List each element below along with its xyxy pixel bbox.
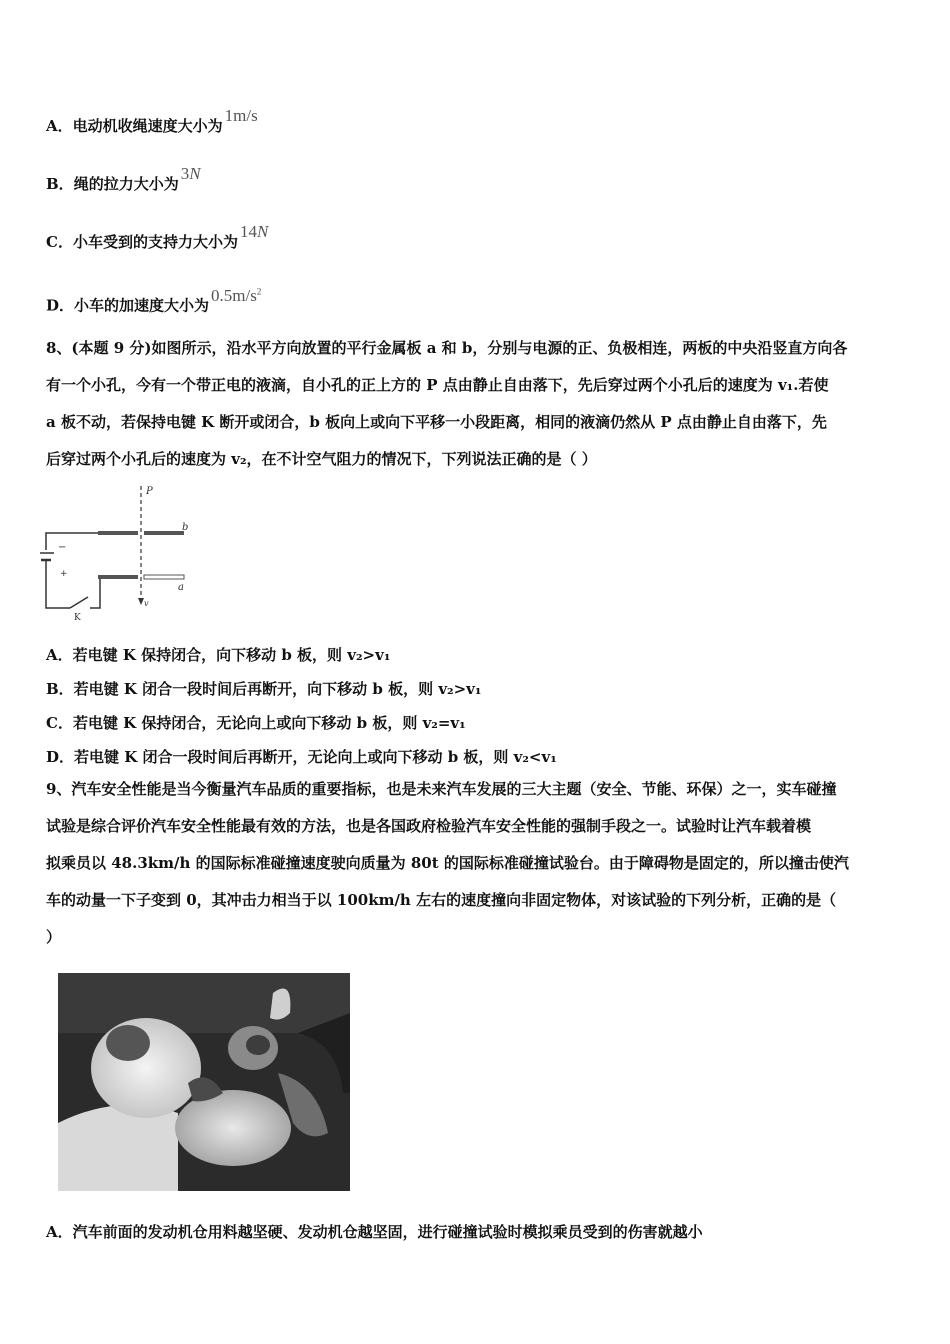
label-v: v xyxy=(144,599,149,608)
q9-line-2: 试验是综合评价汽车安全性能最有效的方法，也是各国政府检验汽车安全性能的强制手段之一。试验时让汽车载着模 xyxy=(46,817,812,835)
label-b: b xyxy=(182,522,189,533)
q8-question xyxy=(46,330,910,478)
label-plus: + xyxy=(60,569,68,579)
label-p: P xyxy=(146,486,153,497)
q7-option-c: C．小车受到的支持力大小为14N xyxy=(46,222,269,251)
label-minus: − xyxy=(58,542,67,553)
formula-d: $0.5m/s^2$ xyxy=(211,285,262,305)
q9-line-3: 拟乘员以 48.3km/h 的国际标准碰撞速度驶向质量为 80t 的国际标准碰撞试验台。由于障碍物是固定的，所以撞击使汽 xyxy=(46,854,849,872)
q7-option-b: B．绳的拉力大小为3N xyxy=(46,164,201,193)
q7-option-d: D．小车的加速度大小为$0.5m/s^2$ xyxy=(46,285,262,315)
q9-option-a: A．汽车前面的发动机仓用料越坚硬、发动机仓越坚固，进行碰撞试验时模拟乘员受到的伤害就越小 xyxy=(46,1223,703,1241)
label-k: K xyxy=(74,613,81,623)
q7-option-a: A．电动机收绳速度大小为1m/s xyxy=(46,106,258,135)
plate-b-right xyxy=(144,531,184,535)
q9-line-1: 9、汽车安全性能是当今衡量汽车品质的重要指标，也是未来汽车发展的三大主题（安全、节能、环保）之一，实车碰撞 xyxy=(46,780,837,798)
capacitor-circuit-figure xyxy=(40,480,200,625)
q8-line-2: 有一个小孔，今有一个带正电的液滴，自小孔的正上方的 P 点由静止自由落下，先后穿过两个小孔后的速度为 v₁.若使 xyxy=(46,376,829,394)
plate-a-left xyxy=(98,575,138,579)
q9-question xyxy=(46,771,910,956)
formula-c: 14N xyxy=(239,222,269,241)
label-a: a xyxy=(178,582,184,593)
q9-line-4: 车的动量一下子变到 0，其冲击力相当于以 100km/h 左右的速度撞向非固定物体，对该试验的下列分析，正确的是（ xyxy=(46,891,837,909)
q8-line-3: a 板不动，若保持电键 K 断开或闭合，b 板向上或向下平移一小段距离，相同的液滴仍然从 P 点由静止自由落下，先 xyxy=(46,413,827,431)
q8-option-d: D．若电键 K 闭合一段时间后再断开，无论向上或向下移动 b 板，则 v₂<v₁ xyxy=(46,748,557,766)
q8-option-c: C．若电键 K 保持闭合，无论向上或向下移动 b 板，则 v₂=v₁ xyxy=(46,714,466,732)
q9-line-5: ） xyxy=(46,928,62,946)
q8-option-b: B．若电键 K 闭合一段时间后再断开，向下移动 b 板，则 v₂>v₁ xyxy=(46,680,482,698)
crash-test-photo xyxy=(58,973,350,1191)
formula-a: 1m/s xyxy=(224,106,258,125)
plate-b-left xyxy=(98,531,138,535)
q8-line-1: 8、(本题 9 分)如图所示，沿水平方向放置的平行金属板 a 和 b，分别与电源的正、负极相连，两板的中央沿竖直方向各 xyxy=(46,339,848,357)
formula-b: 3N xyxy=(180,164,201,183)
circuit-wire-top xyxy=(46,533,100,550)
q8-line-4: 后穿过两个小孔后的速度为 v₂，在不计空气阻力的情况下，下列说法正确的是（ ） xyxy=(46,450,597,468)
circuit-wire-right xyxy=(90,577,100,608)
q8-option-a: A．若电键 K 保持闭合，向下移动 b 板，则 v₂>v₁ xyxy=(46,646,391,664)
switch-k xyxy=(70,597,88,608)
airbag-right xyxy=(175,1090,291,1166)
plate-a-right xyxy=(144,575,184,579)
